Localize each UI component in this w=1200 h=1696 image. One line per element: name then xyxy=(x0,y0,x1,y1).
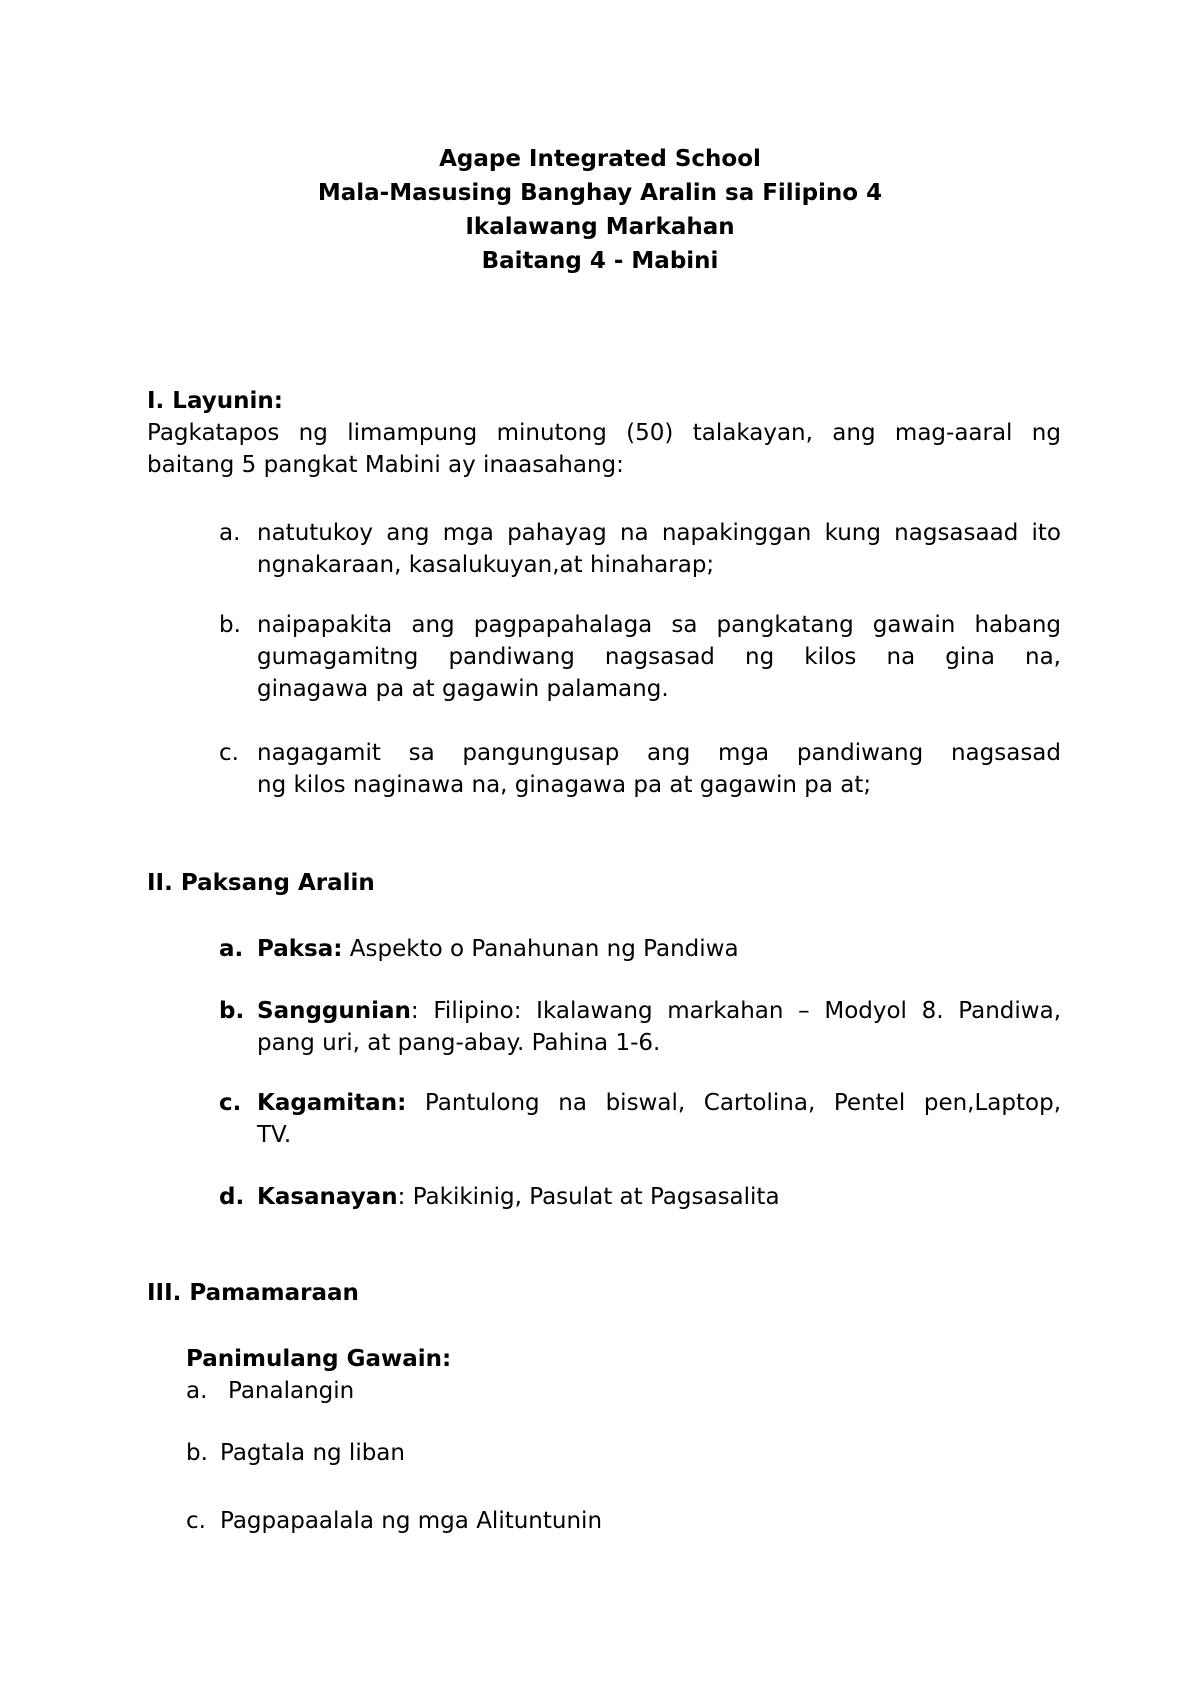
paksa-item-d-label: Kasanayan xyxy=(257,1184,398,1210)
school-name: Agape Integrated School xyxy=(439,146,761,172)
section-layunin-heading: I. Layunin: xyxy=(147,388,283,414)
paksa-item-c-text: Pantulong na biswal, Cartolina, Pentel pen,Laptop, xyxy=(424,1090,1061,1116)
paksa-item-a-label: Paksa: xyxy=(257,936,343,962)
gawain-item-a-marker: a. xyxy=(186,1378,208,1404)
paksa-item-c-line2: TV. xyxy=(257,1122,292,1148)
section-pamamaraan-heading: III. Pamamaraan xyxy=(147,1280,359,1306)
grade-section-label: Baitang 4 - Mabini xyxy=(481,248,719,274)
layunin-item-b-line3: ginagawa pa at gagawin palamang. xyxy=(257,676,669,702)
lesson-plan-title: Mala-Masusing Banghay Aralin sa Filipino 4 xyxy=(317,180,883,206)
layunin-item-b-line1: naipapakita ang pagpapahalaga sa pangkatang gawain habang xyxy=(257,612,1061,638)
layunin-item-c-line1: nagagamit sa pangungusap ang mga pandiwang nagsasad xyxy=(257,740,1061,766)
layunin-item-a-marker: a. xyxy=(219,520,241,546)
layunin-item-a-line2: ngnakaraan, kasalukuyan,at hinaharap; xyxy=(257,552,715,578)
paksa-item-c-line1 xyxy=(257,1090,1061,1116)
layunin-item-c-marker: c. xyxy=(219,740,239,766)
panimulang-gawain-heading: Panimulang Gawain: xyxy=(186,1346,452,1372)
layunin-item-b-line2: gumagamitng pandiwang nagsasad ng kilos na gina na, xyxy=(257,644,1061,670)
paksa-item-b-line1 xyxy=(257,998,1061,1024)
gawain-item-c-marker: c. xyxy=(186,1508,206,1534)
paksa-item-b-label: Sanggunian xyxy=(257,998,411,1024)
paksa-item-c-marker: c. xyxy=(219,1090,242,1116)
quarter-label: Ikalawang Markahan xyxy=(465,214,735,240)
paksa-item-b-text: : Filipino: Ikalawang markahan – Modyol 8. Pandiwa, xyxy=(410,998,1061,1024)
paksa-item-a-text: Aspekto o Panahunan ng Pandiwa xyxy=(349,936,739,962)
layunin-intro-line2: baitang 5 pangkat Mabini ay inaasahang: xyxy=(147,452,624,478)
paksa-item-b-marker: b. xyxy=(219,998,245,1024)
layunin-item-a-line1: natutukoy ang mga pahayag na napakinggan kung nagsasaad ito xyxy=(257,520,1061,546)
gawain-item-c-text: Pagpapaalala ng mga Alituntunin xyxy=(220,1508,603,1534)
gawain-item-b-marker: b. xyxy=(186,1440,208,1466)
paksa-item-a xyxy=(257,936,739,962)
paksa-item-d-text: : Pakikinig, Pasulat at Pagsasalita xyxy=(397,1184,780,1210)
layunin-item-c-line2: ng kilos naginawa na, ginagawa pa at gagawin pa at; xyxy=(257,772,872,798)
paksa-item-b-line2: pang uri, at pang-abay. Pahina 1-6. xyxy=(257,1030,661,1056)
paksa-item-a-marker: a. xyxy=(219,936,244,962)
paksa-item-c-label: Kagamitan: xyxy=(257,1090,407,1116)
layunin-item-b-marker: b. xyxy=(219,612,241,638)
section-paksang-aralin-heading: II. Paksang Aralin xyxy=(147,870,375,896)
paksa-item-d xyxy=(257,1184,780,1210)
paksa-item-d-marker: d. xyxy=(219,1184,245,1210)
gawain-item-a-text: Panalangin xyxy=(228,1378,355,1404)
layunin-intro-line1: Pagkatapos ng limampung minutong (50) talakayan, ang mag-aaral ng xyxy=(147,420,1061,446)
gawain-item-b-text: Pagtala ng liban xyxy=(220,1440,405,1466)
